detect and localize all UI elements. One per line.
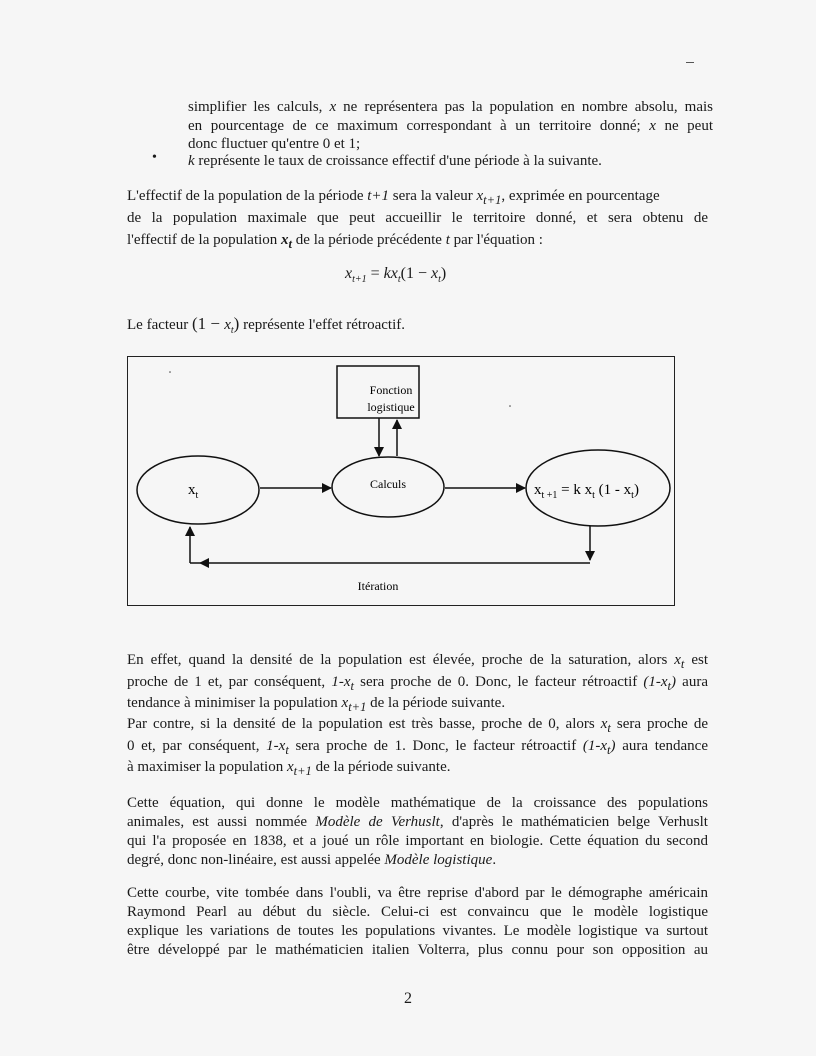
para5-line-1: Cette courbe, vite tombée dans l'oubli, va être reprise d'abord par le démographe américain [127,885,708,901]
para5-line-3: explique les variations de toutes les populations vivantes. Le modèle logistique va surtout [127,923,708,939]
para4-line-4: degré, donc non-linéaire, est aussi appelée Modèle logistique. [127,852,497,868]
node-calculs-label: Calculs [370,477,406,491]
intro-line-2: en pourcentage de ce maximum correspondant à un territoire donné; x ne peut [188,118,713,134]
para4-line-2: animales, est aussi nommée Modèle de Verhuslt, d'après le mathématicien belge Verhuslt [127,814,708,830]
para5-line-4: être développé par le mathématicien italien Volterra, plus connu pour son opposition au [127,942,708,958]
para3-line-2: 0 et, par conséquent, $1-x_t$ sera proche de 1. Donc, le facteur rétroactif $(1-x_t)$ aura tendance [127,738,708,757]
node-xt-label: $x_t$ [188,482,199,501]
intro-line-3: donc fluctuer qu'entre 0 et 1; [188,136,361,152]
intro-line-1: simplifier les calculs, x ne représentera pas la population en nombre absolu, mais [188,99,714,115]
bullet-line: k représente le taux de croissance effectif d'une période à la suivante. [188,153,602,169]
page-number: 2 [404,990,412,1007]
para3-line-3: à maximiser la population $x_{t+1}$ de la période suivante. [127,759,451,778]
factor-line: Le facteur $(1 - x_t)$ représente l'effet rétroactif. [127,314,405,336]
para5-line-2: Raymond Pearl au début du siècle. Celui-ci est convaincu que le modèle logistique [127,904,708,920]
corner-mark [686,62,694,63]
node-next-label: $x_{t +1} = k$ $x_t$ $(1 - x_t)$ [534,482,639,501]
para1-line-3: l'effectif de la population $x_t$ de la période précédente t par l'équation : [127,232,543,251]
bullet-symbol: • [152,150,157,165]
box-label-line2: logistique [367,400,415,414]
logistic-equation: $x_{t+1} = kx_t(1 - x_t)$ [345,265,447,286]
para1-line-1: L'effectif de la population de la période t+1 sera la valeur $x_{t+1}$, exprimée en pourcentage [127,188,660,207]
para2-line-1: En effet, quand la densité de la population est élevée, proche de la saturation, alors $x_t$ est [127,652,708,671]
box-label-line1: Fonction [369,383,413,397]
para2-line-2: proche de 1 et, par conséquent, $1-x_t$ sera proche de 0. Donc, le facteur rétroactif $(1-x_t)$ aura [127,674,708,693]
para4-line-3: qui l'a proposée en 1838, et a joué un rôle important en biologie. Cette équation du second [127,833,708,849]
para2-line-3: tendance à minimiser la population $x_{t+1}$ de la période suivante. [127,695,506,714]
para4-line-1: Cette équation, qui donne le modèle mathématique de la croissance des populations [127,795,708,811]
para3-line-1: Par contre, si la densité de la population est très basse, proche de 0, alors $x_t$ sera proche de [127,716,708,735]
diagram-frame [127,356,675,606]
loop-label: Itération [357,579,399,593]
para1-line-2: de la population maximale que peut accueillir le territoire donné, et sera obtenu de [127,210,708,226]
